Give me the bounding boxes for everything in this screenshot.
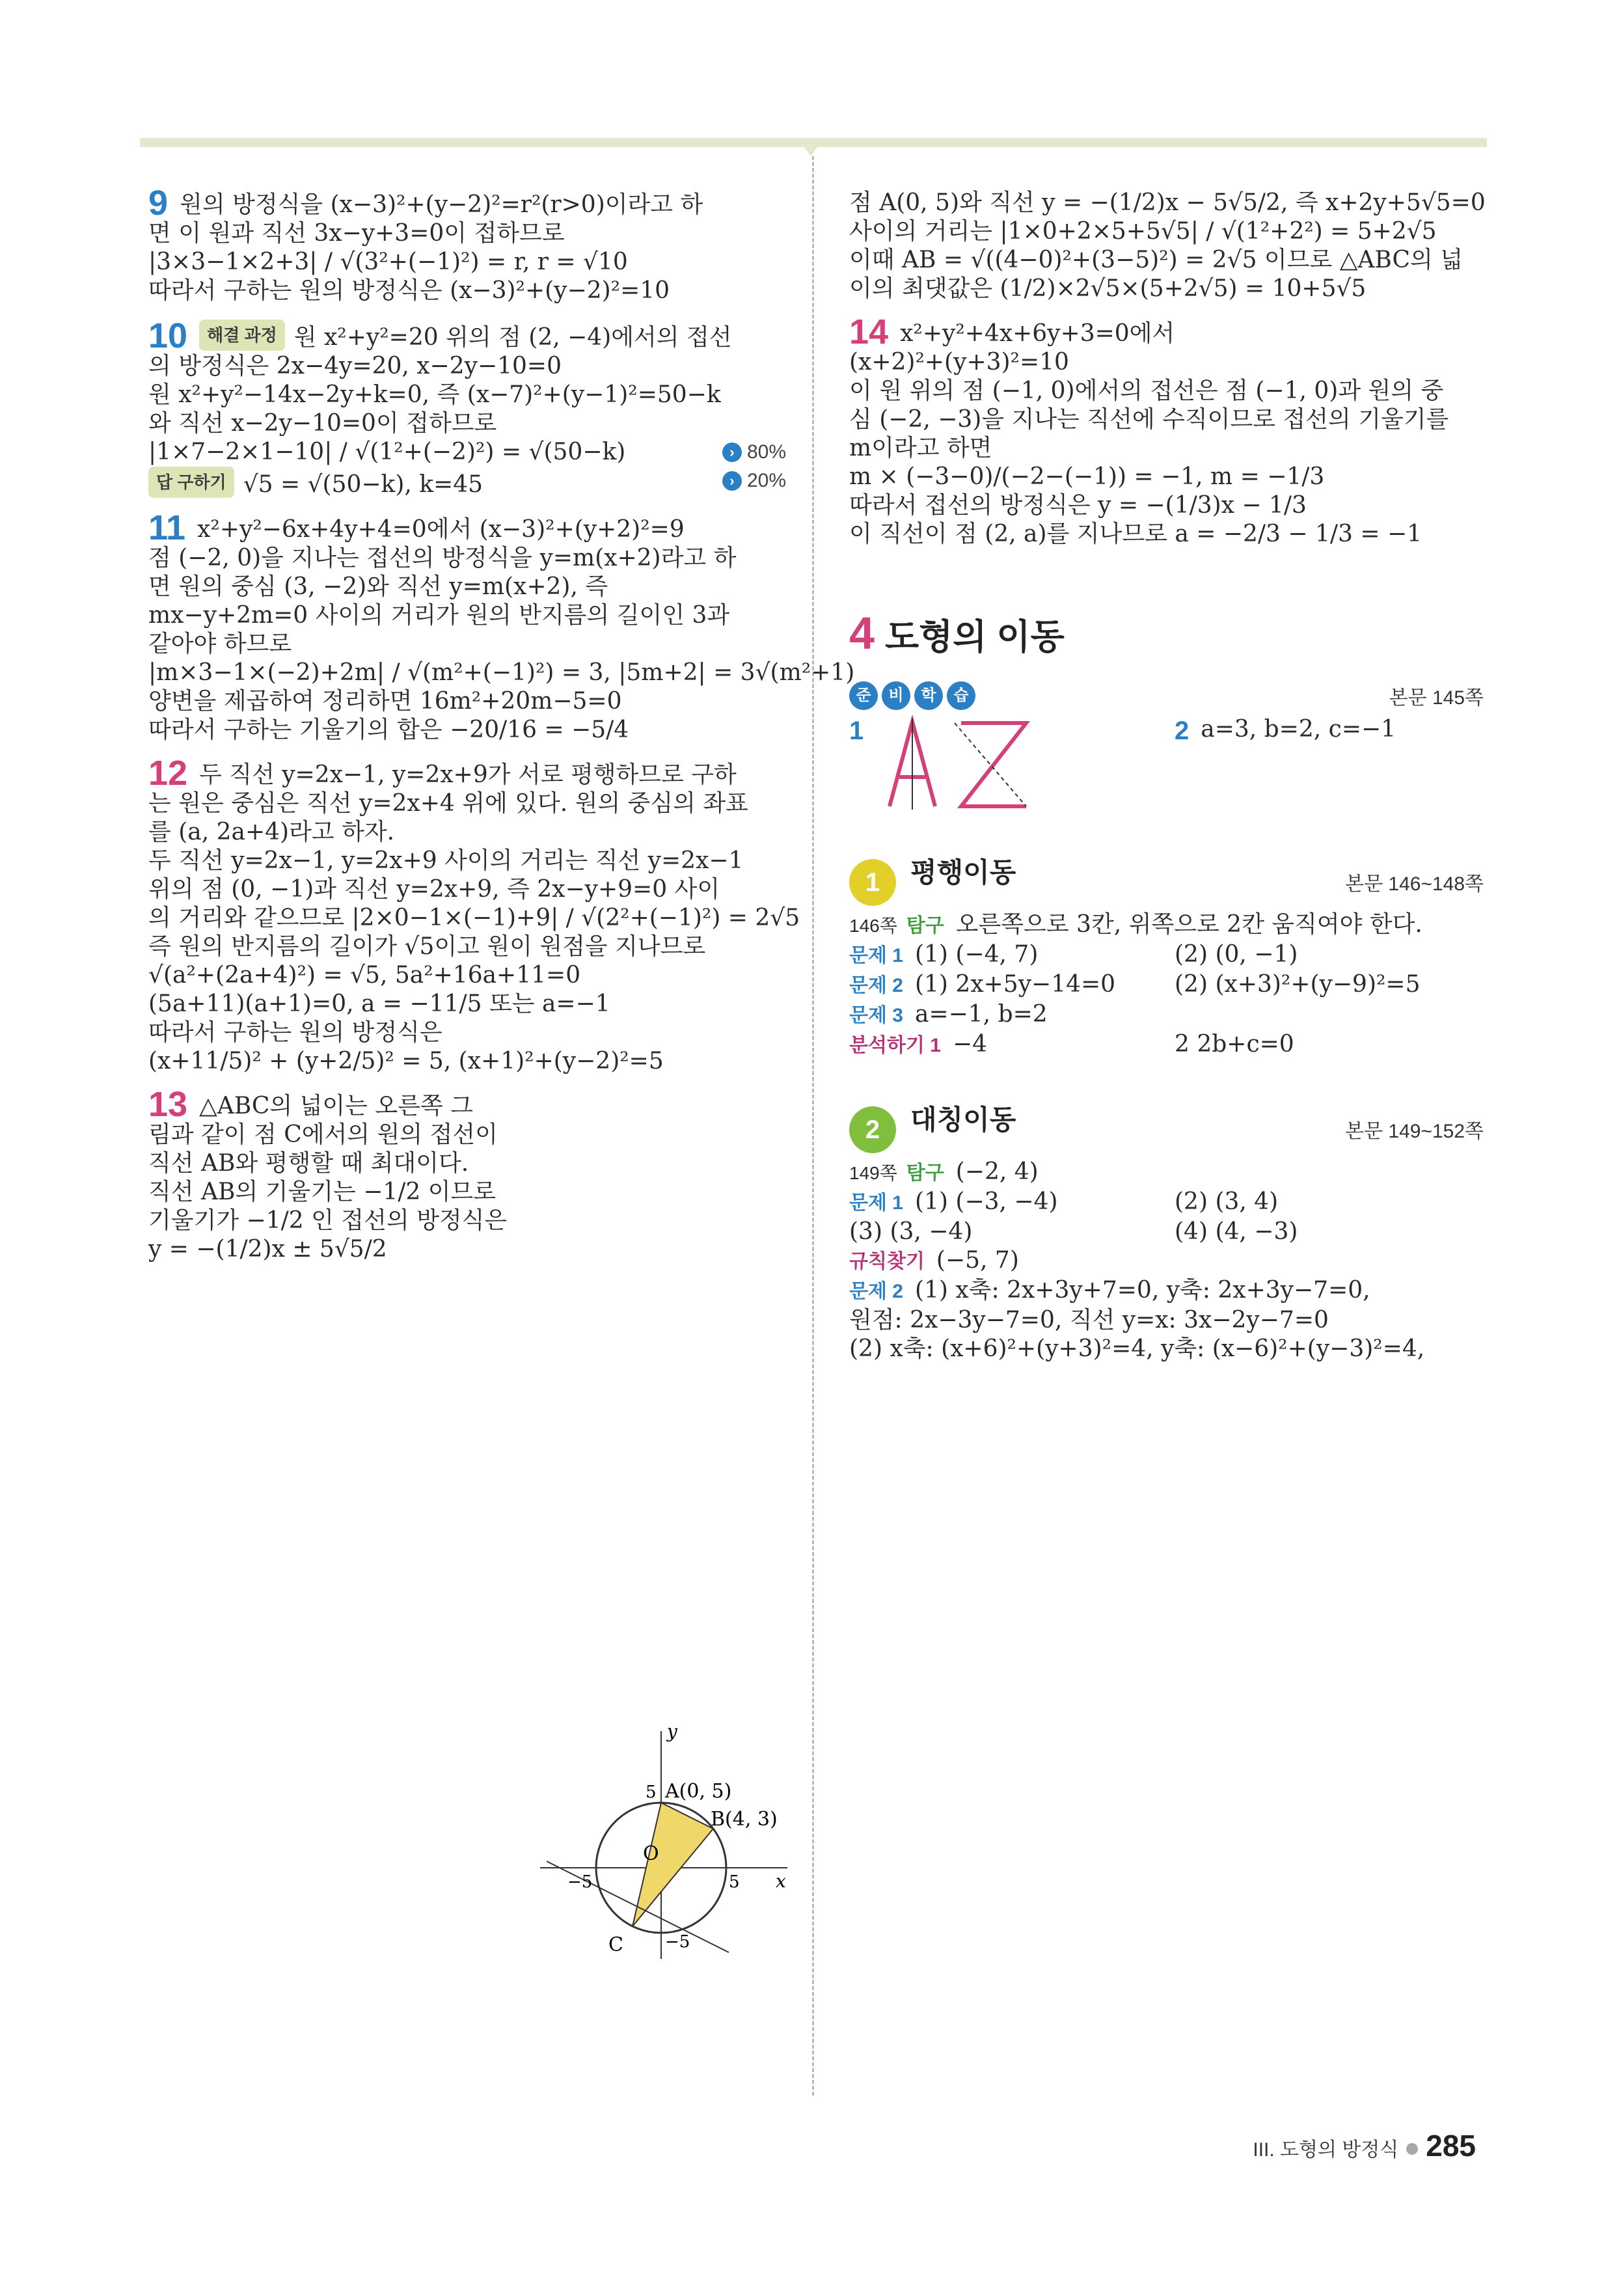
chevron-right-icon: › xyxy=(722,471,742,491)
answer-line: (3) (3, −4) (4) (4, −3) xyxy=(849,1218,1298,1245)
text-line: 이때 AB = √((4−0)²+(3−5)²) = 2√5 이므로 △ABC의 넓 xyxy=(849,247,1463,273)
chapter-title: III. 도형의 방정식 xyxy=(1253,2139,1399,2161)
text-line: 두 직선 y=2x−1, y=2x+9 사이의 거리는 직선 y=2x−1 xyxy=(148,847,744,874)
label-o: O xyxy=(643,1842,659,1865)
text-line: 를 (a, 2a+4)라고 하자. xyxy=(148,819,395,845)
text-line: m이라고 하면 xyxy=(849,435,992,461)
prep-char: 준 xyxy=(849,681,878,710)
formula-line: |1×7−2×1−10| / √(1²+(−2)²) = √(50−k) › 80% xyxy=(148,439,786,465)
solution-11: 11 x²+y²−6x+4y+4=0에서 (x−3)²+(y+2)²=9 xyxy=(148,508,685,547)
formula-line: 의 거리와 같으므로 |2×0−1×(−1)+9| / √(2²+(−1)²) = 2√5 xyxy=(148,905,800,931)
solution-process-badge: 해결 과정 xyxy=(199,320,285,351)
solution-14: 14 x²+y²+4x+6y+3=0에서 xyxy=(849,312,1175,351)
answer-badge: 답 구하기 xyxy=(148,467,234,498)
formula-line: y = −(1/2)x ± 5√5/2 xyxy=(148,1236,387,1263)
top-notch xyxy=(798,138,824,157)
prep-char: 습 xyxy=(947,681,975,710)
answer-line: 문제 1 (1) (−3, −4) (2) (3, 4) xyxy=(849,1188,1279,1215)
text-line: 따라서 구하는 원의 방정식은 xyxy=(148,1019,442,1046)
tick-5-top: 5 xyxy=(646,1783,657,1802)
answer-line: (2) x축: (x+6)²+(y+3)²=4, y축: (x−6)²+(y−3)²=4, xyxy=(849,1335,1425,1362)
text-line: 직선 AB와 평행할 때 최대이다. xyxy=(148,1150,469,1177)
problem-number: 9 xyxy=(148,184,169,223)
score-percent: › 80% xyxy=(722,438,786,467)
label-y: y xyxy=(667,1725,677,1742)
solution-12: 12 두 직선 y=2x−1, y=2x+9가 서로 평행하므로 구하 xyxy=(148,754,737,793)
text-line: mx−y+2m=0 사이의 거리가 원의 반지름의 길이인 3과 xyxy=(148,602,730,629)
solution-10: 10 해결 과정 원 x²+y²=20 위의 점 (2, −4)에서의 접선 xyxy=(148,316,732,355)
text-line: 위의 점 (0, −1)과 직선 y=2x+9, 즉 2x−y+9=0 사이 xyxy=(148,876,720,903)
tick-neg5-bottom: −5 xyxy=(665,1932,690,1952)
formula-line: 이의 최댓값은 (1/2)×2√5×(5+2√5) = 10+5√5 xyxy=(849,275,1367,302)
answer-line: 문제 3 a=−1, b=2 xyxy=(849,1001,1048,1028)
formula-line: |3×3−1×2+3| / √(3²+(−1)²) = r, r = √10 xyxy=(148,249,628,275)
text-line: 직선 AB의 기울기는 −1/2 이므로 xyxy=(148,1179,497,1205)
answer-line: 답 구하기 √5 = √(50−k), k=45 › 20% xyxy=(148,467,786,499)
text-line: 점 (−2, 0)을 지나는 접선의 방정식을 y=m(x+2)라고 하 xyxy=(148,545,737,571)
text-line: 즉 원의 반지름의 길이가 √5이고 원이 원점을 지나므로 xyxy=(148,933,706,960)
text-line: 이 원 위의 점 (−1, 0)에서의 접선은 점 (−1, 0)과 원의 중 xyxy=(849,377,1444,404)
prep-header xyxy=(849,679,1484,715)
formula-line: |m×3−1×(−2)+2m| / √(m²+(−1)²) = 3, |5m+2| = 3√(m²+1) xyxy=(148,659,855,686)
column-divider xyxy=(812,156,814,2096)
page-reference: 본문 145쪽 xyxy=(1389,687,1484,709)
answer-line: 분석하기 1 −4 2 2b+c=0 xyxy=(849,1031,1294,1058)
left-column xyxy=(148,184,855,1264)
subsection-header: 2 대칭이동 본문 149~152쪽 xyxy=(849,1106,1484,1158)
solution-13: 13 △ABC의 넓이는 오른쪽 그 xyxy=(148,1085,473,1124)
answer-line: 문제 1 (1) (−4, 7) (2) (0, −1) xyxy=(849,941,1298,968)
section-heading: 4 도형의 이동 xyxy=(849,608,1065,659)
label-x: x xyxy=(776,1870,786,1892)
text-line: 점 A(0, 5)와 직선 y = −(1/2)x − 5√5/2, 즉 x+2y+5√5=0 xyxy=(849,189,1486,216)
text-line: 원 x²+y²−14x−2y+k=0, 즉 (x−7)²+(y−1)²=50−k xyxy=(148,381,721,408)
text-line: 와 직선 x−2y−10=0이 접하므로 xyxy=(148,410,497,437)
section-number: 4 xyxy=(849,608,875,659)
text-line: 이 직선이 점 (2, a)를 지나므로 a = −2/3 − 1/3 = −1 xyxy=(849,521,1422,547)
score-percent: › 20% xyxy=(722,467,786,495)
subsection-number: 1 xyxy=(849,859,896,906)
label-a: A(0, 5) xyxy=(665,1780,732,1803)
prep-answers: 1 2 a=3, b=2, c=−1 xyxy=(849,715,1484,819)
formula-line: 사이의 거리는 |1×0+2×5+5√5| / √(1²+2²) = 5+2√5 xyxy=(849,218,1437,245)
az-letters-figure xyxy=(883,715,1052,813)
page-footer xyxy=(1253,2128,1476,2163)
page-reference: 본문 146~148쪽 xyxy=(1345,873,1484,895)
text-line: 림과 같이 점 C에서의 원의 접선이 xyxy=(148,1121,498,1148)
text-line: 양변을 제곱하여 정리하면 16m²+20m−5=0 xyxy=(148,688,622,715)
label-b: B(4, 3) xyxy=(711,1808,778,1831)
text-line: 면 원의 중심 (3, −2)와 직선 y=m(x+2), 즉 xyxy=(148,573,608,600)
formula-line: √(a²+(2a+4)²) = √5, 5a²+16a+11=0 xyxy=(148,962,581,989)
right-column xyxy=(849,189,1484,1363)
formula-line: m × (−3−0)/(−2−(−1)) = −1, m = −1/3 xyxy=(849,463,1325,490)
circle-triangle-figure xyxy=(534,1725,794,1972)
text-line: 기울기가 −1/2 인 접선의 방정식은 xyxy=(148,1207,508,1234)
text-line: 같아야 하므로 xyxy=(148,631,292,657)
subsection-number: 2 xyxy=(849,1106,896,1153)
formula-line: (5a+11)(a+1)=0, a = −11/5 또는 a=−1 xyxy=(148,991,610,1017)
formula-line: (x+11/5)² + (y+2/5)² = 5, (x+1)²+(y−2)²=5 xyxy=(148,1048,664,1074)
page-number: 285 xyxy=(1426,2129,1476,2163)
text-line: 따라서 접선의 방정식은 y = −(1/3)x − 1/3 xyxy=(849,492,1307,519)
chevron-right-icon: › xyxy=(722,443,742,462)
text-line: 심 (−2, −3)을 지나는 직선에 수직이므로 접선의 기울기를 xyxy=(849,406,1449,433)
tick-5-right: 5 xyxy=(729,1872,740,1892)
prep-char: 학 xyxy=(914,681,943,710)
answer-line: 규칙찾기 (−5, 7) xyxy=(849,1247,1019,1274)
prep-char: 비 xyxy=(882,681,910,710)
subsection-header: 1 평행이동 본문 146~148쪽 xyxy=(849,858,1484,910)
bullet-icon xyxy=(1406,2143,1418,2155)
text-line: 면 이 원과 직선 3x−y+3=0이 접하므로 xyxy=(148,220,565,247)
text-line: 는 원은 중심은 직선 y=2x+4 위에 있다. 원의 중심의 좌표 xyxy=(148,790,748,817)
answer-line: 149쪽 탐구 (−2, 4) xyxy=(849,1158,1039,1185)
page-reference: 본문 149~152쪽 xyxy=(1345,1121,1484,1142)
answer-line: 원점: 2x−3y−7=0, 직선 y=x: 3x−2y−7=0 xyxy=(849,1307,1329,1333)
formula-line: (x+2)²+(y+3)²=10 xyxy=(849,349,1069,376)
tick-neg5-left: −5 xyxy=(567,1872,593,1892)
text-line: 의 방정식은 2x−4y=20, x−2y−10=0 xyxy=(148,353,562,379)
text-line: 따라서 구하는 원의 방정식은 (x−3)²+(y−2)²=10 xyxy=(148,277,670,304)
answer-line: 문제 2 (1) 2x+5y−14=0 (2) (x+3)²+(y−9)²=5 xyxy=(849,971,1421,998)
label-c: C xyxy=(608,1934,623,1956)
solution-9: 9 원의 방정식을 (x−3)²+(y−2)²=r²(r>0)이라고 하 xyxy=(148,184,703,223)
answer-line: 146쪽 탐구 오른쪽으로 3칸, 위쪽으로 2칸 움직여야 한다. xyxy=(849,911,1422,938)
text-line: 따라서 구하는 기울기의 합은 −20/16 = −5/4 xyxy=(148,717,629,743)
answer-line: 문제 2 (1) x축: 2x+3y+7=0, y축: 2x+3y−7=0, xyxy=(849,1277,1370,1304)
